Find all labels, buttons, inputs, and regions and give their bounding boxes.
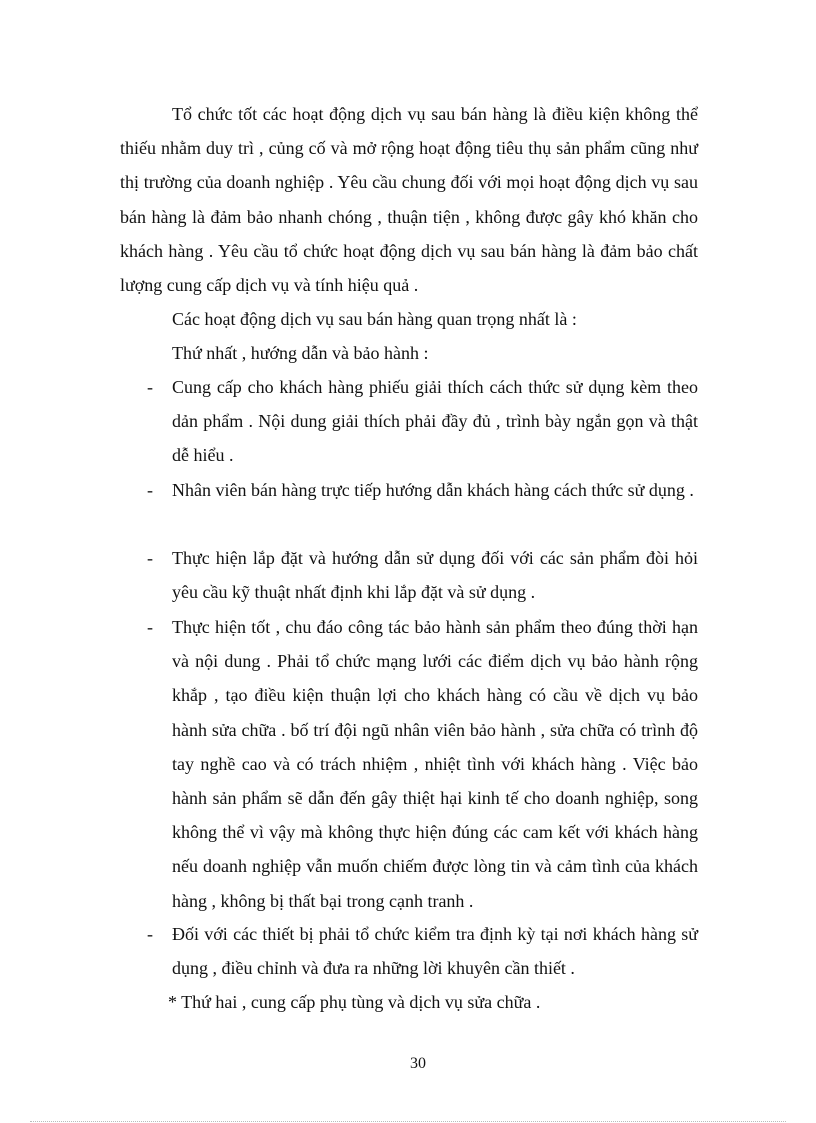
bullet-text: Nhân viên bán hàng trực tiếp hướng dẫn khách hàng cách thức sử dụng . (172, 480, 694, 500)
second-heading: * Thứ hai , cung cấp phụ tùng và dịch vụ sửa chữa . (168, 992, 541, 1012)
bullet-marker: - (147, 480, 153, 500)
bullet-marker: - (147, 548, 153, 568)
bullet-text: Cung cấp cho khách hàng phiếu giải thích cách thức sử dụng kèm theo dản phẩm . Nội dung giải thích phải đầy đủ , trình bày ngắn gọn và thật dễ hiểu . (172, 377, 698, 466)
bullet-marker: - (147, 377, 153, 397)
page-edge-divider (30, 1121, 786, 1122)
bullet-marker: - (147, 924, 153, 944)
bullet-text: Thực hiện lắp đặt và hướng dẫn sử dụng đối với các sản phẩm đòi hỏi yêu cầu kỹ thuật nhất định khi lắp đặt và sử dụng . (172, 548, 698, 603)
intro-paragraph: Tổ chức tốt các hoạt động dịch vụ sau bán hàng là điều kiện không thể thiếu nhằm duy trì , củng cố và mở rộng hoạt động tiêu thụ sản phẩm cũng như thị trường của doanh nghiệp . Yêu cầu chung đối với mọi hoạt động dịch vụ sau bán hàng là đảm bảo nhanh chóng , thuận tiện , không được gây khó khăn cho khách hàng . Yêu cầu tổ chức hoạt động dịch vụ sau bán hàng là đảm bảo chất lượng cung cấp dịch vụ và tính hiệu quả . (120, 104, 698, 296)
bullet-text: Đối với các thiết bị phải tổ chức kiểm tra định kỳ tại nơi khách hàng sử dụng , điều chỉnh và đưa ra những lời khuyên cần thiết . (172, 924, 698, 979)
bullet-text: Thực hiện tốt , chu đáo công tác bảo hành sản phẩm theo đúng thời hạn và nội dung . Phải tổ chức mạng lưới các điểm dịch vụ bảo hành rộng khắp , tạo điều kiện thuận lợi cho khách hàng có cầu về dịch vụ bảo hành sửa chữa . bố trí đội ngũ nhân viên bảo hành , sửa chữa có trình độ tay nghề cao và có trách nhiệm , nhiệt tình với khách hàng . Việc bảo hành sản phẩm sẽ dẫn đến gây thiệt hại kinh tế cho doanh nghiệp, song không thể vì vậy mà không thực hiện đúng các cam kết với khách hàng nếu doanh nghiệp vẫn muốn chiếm được lòng tin và cảm tình của khách hàng , không bị thất bại trong cạnh tranh . (172, 617, 698, 911)
page-number: 30 (410, 1055, 426, 1072)
bullet-marker: - (147, 617, 153, 637)
list-intro: Các hoạt động dịch vụ sau bán hàng quan trọng nhất là : (172, 309, 577, 329)
first-heading: Thứ nhất , hướng dẫn và bảo hành : (172, 343, 429, 363)
